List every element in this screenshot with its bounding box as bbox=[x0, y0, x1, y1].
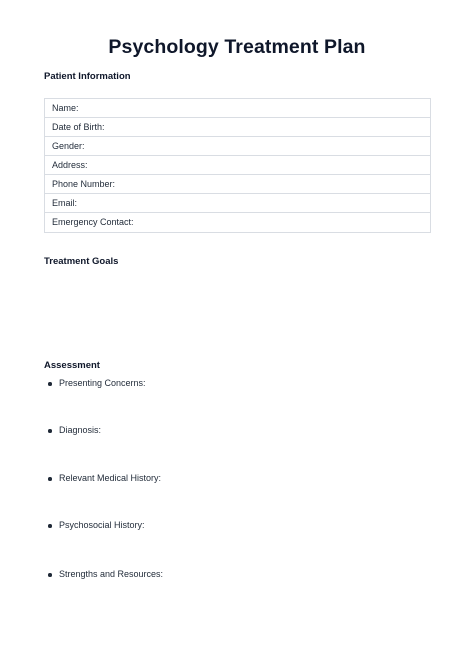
patient-field-name: Name: bbox=[45, 99, 430, 118]
assessment-item-label: Relevant Medical History: bbox=[59, 473, 162, 483]
patient-field-date-of-birth: Date of Birth: bbox=[45, 118, 430, 137]
assessment-item-label: Diagnosis: bbox=[59, 425, 102, 435]
bullet-icon bbox=[48, 429, 52, 433]
patient-field-gender: Gender: bbox=[45, 137, 430, 156]
assessment-item-label: Strengths and Resources: bbox=[59, 569, 164, 579]
patient-field-address: Address: bbox=[45, 156, 430, 175]
assessment-item-label: Psychosocial History: bbox=[59, 520, 145, 530]
patient-field-emergency-contact: Emergency Contact: bbox=[52, 217, 134, 227]
bullet-icon bbox=[48, 382, 52, 386]
patient-information-heading: Patient Information bbox=[44, 71, 131, 82]
bullet-icon bbox=[48, 573, 52, 577]
assessment-heading: Assessment bbox=[44, 360, 100, 371]
assessment-item-label: Presenting Concerns: bbox=[59, 378, 146, 388]
patient-field-phone-number: Phone Number: bbox=[45, 175, 430, 194]
bullet-icon bbox=[48, 477, 52, 481]
bullet-icon bbox=[48, 524, 52, 528]
patient-information-table bbox=[44, 98, 431, 233]
treatment-goals-heading: Treatment Goals bbox=[44, 256, 119, 267]
document-title: Psychology Treatment Plan bbox=[108, 36, 366, 58]
patient-field-email: Email: bbox=[45, 194, 430, 213]
